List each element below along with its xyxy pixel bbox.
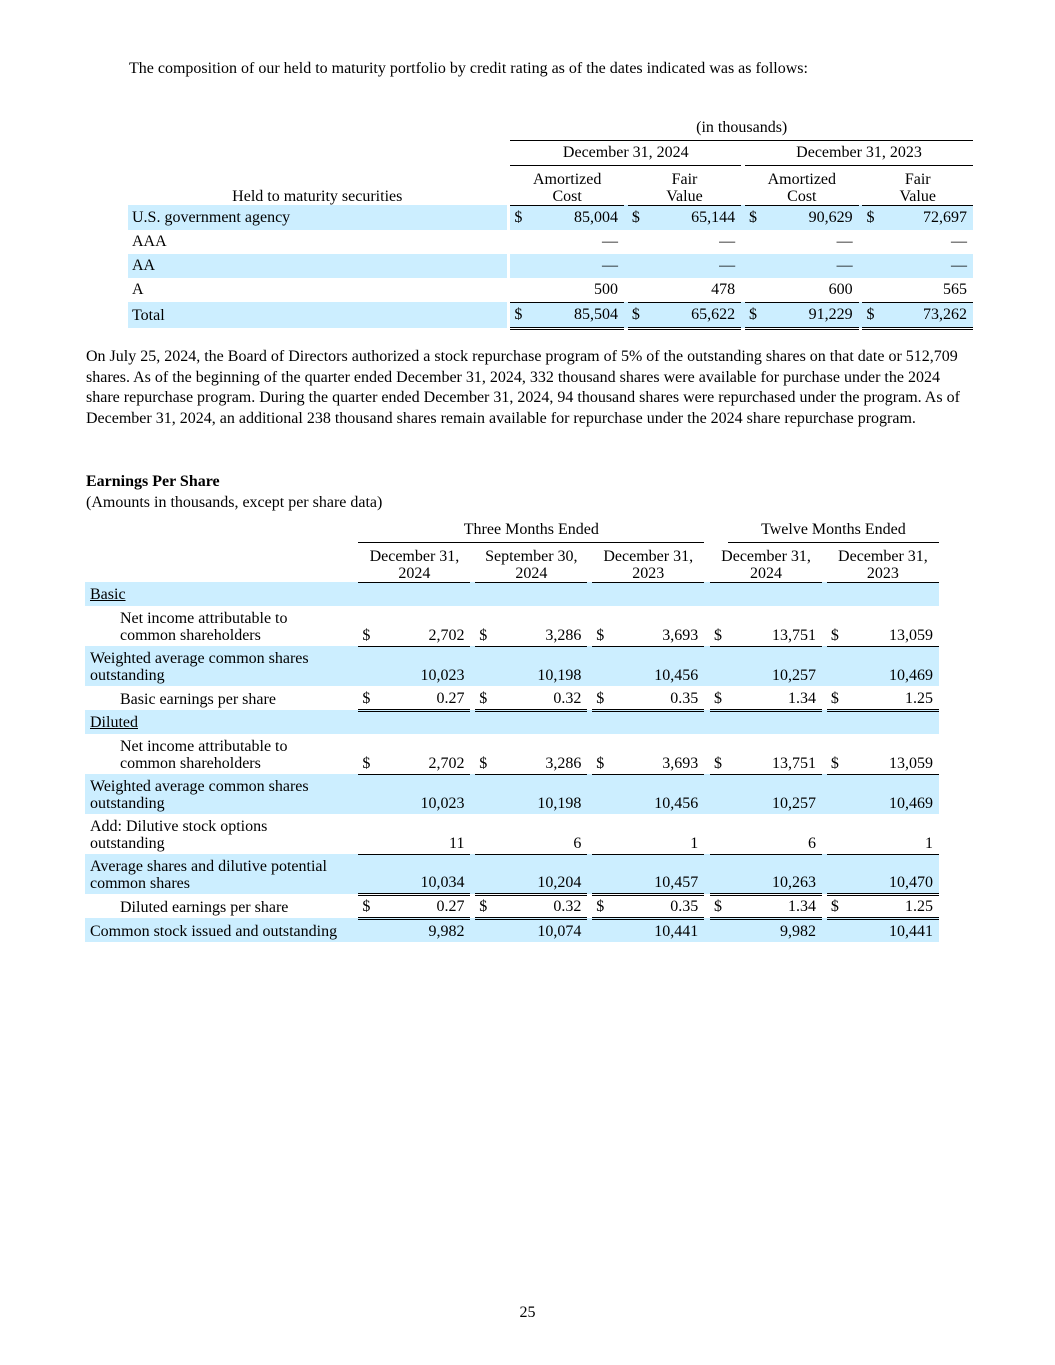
currency-symbol	[592, 646, 610, 686]
row-label-line: Net income attributable to	[120, 610, 288, 627]
cell-value: 2,702	[376, 606, 470, 646]
cell-value: 6	[493, 814, 587, 854]
col-header-line: December 31,	[369, 547, 460, 565]
cell-value: 3,693	[610, 606, 704, 646]
currency-symbol: $	[475, 686, 493, 710]
cell-value: 10,456	[610, 774, 704, 814]
row-label-line: Average shares and dilutive potential	[90, 858, 327, 875]
currency-symbol	[710, 854, 728, 894]
currency-symbol: $	[827, 894, 845, 918]
col-header: Cost	[552, 187, 582, 205]
currency-symbol	[510, 230, 528, 254]
currency-symbol: $	[592, 606, 610, 646]
currency-symbol	[475, 774, 493, 814]
cell-value: 1.34	[728, 686, 822, 710]
currency-symbol	[745, 230, 763, 254]
currency-symbol	[710, 918, 728, 942]
cell-value: 500	[528, 278, 624, 303]
currency-symbol	[358, 814, 376, 854]
cell-value: 6	[728, 814, 822, 854]
col-header	[592, 542, 704, 582]
eps-subtitle: (Amounts in thousands, except per share data)	[86, 494, 383, 511]
currency-symbol	[358, 918, 376, 942]
cell-value: 10,204	[493, 854, 587, 894]
cell-value: 9,982	[728, 918, 822, 942]
currency-symbol: $	[710, 606, 728, 646]
col-header	[358, 542, 470, 582]
cell-value: 10,074	[493, 918, 587, 942]
row-label-line: outstanding	[90, 795, 165, 812]
cell-value: 0.27	[376, 686, 470, 710]
cell-value: —	[880, 254, 973, 278]
cell-value: 0.35	[610, 894, 704, 918]
cell-value: 10,198	[493, 774, 587, 814]
cell-value: 10,257	[728, 774, 822, 814]
row-label-line: Net income attributable to	[120, 738, 288, 755]
row-label	[85, 894, 354, 918]
table-row	[85, 854, 939, 894]
currency-symbol: $	[862, 205, 880, 230]
cell-value: 13,751	[728, 734, 822, 774]
period2-header: December 31, 2023	[745, 140, 973, 165]
col-header-line: December 31,	[838, 547, 928, 565]
currency-symbol: $	[358, 894, 376, 918]
row-label	[85, 918, 354, 942]
currency-symbol	[827, 814, 845, 854]
currency-symbol	[827, 646, 845, 686]
table-row	[85, 606, 939, 646]
currency-symbol: $	[710, 686, 728, 710]
cell-value: 3,286	[493, 734, 587, 774]
cell-value: 13,751	[728, 606, 822, 646]
cell-value: 85,004	[528, 205, 624, 230]
currency-symbol	[510, 278, 528, 303]
cell-value: 1.25	[845, 894, 939, 918]
currency-symbol: $	[358, 734, 376, 774]
currency-symbol	[862, 254, 880, 278]
cell-value: 1	[845, 814, 939, 854]
eps-table	[85, 518, 939, 942]
col-header	[475, 542, 587, 582]
currency-symbol	[862, 278, 880, 303]
cell-value: —	[528, 254, 624, 278]
currency-symbol	[475, 646, 493, 686]
row-label: AA	[128, 254, 507, 278]
cell-value: 13,059	[845, 606, 939, 646]
currency-symbol: $	[510, 205, 528, 230]
row-label-line: Add: Dilutive stock options	[90, 818, 268, 835]
currency-symbol: $	[592, 686, 610, 710]
basic-section-label: Basic	[85, 582, 939, 606]
cell-value: 0.32	[493, 894, 587, 918]
cell-value: 0.35	[610, 686, 704, 710]
col-header-line: December 31,	[603, 547, 694, 565]
cell-value: 10,441	[610, 918, 704, 942]
currency-symbol: $	[745, 205, 763, 230]
currency-symbol: $	[475, 606, 493, 646]
cell-value: 90,629	[763, 205, 859, 230]
table-row	[128, 302, 973, 328]
cell-value: 3,286	[493, 606, 587, 646]
period1-header: December 31, 2024	[510, 140, 741, 165]
row-label: U.S. government agency	[128, 205, 507, 230]
currency-symbol	[510, 254, 528, 278]
table-row	[128, 230, 973, 254]
row-label-line: outstanding	[90, 667, 165, 684]
col-header-line: December 31,	[721, 547, 811, 565]
currency-symbol	[745, 278, 763, 303]
currency-symbol	[628, 254, 646, 278]
currency-symbol	[358, 854, 376, 894]
currency-symbol	[628, 278, 646, 303]
currency-symbol	[827, 854, 845, 894]
cell-value: 10,456	[610, 646, 704, 686]
table-row	[128, 254, 973, 278]
currency-symbol	[358, 646, 376, 686]
currency-symbol	[592, 814, 610, 854]
currency-symbol: $	[358, 686, 376, 710]
cell-value: 10,457	[610, 854, 704, 894]
currency-symbol	[710, 814, 728, 854]
table-row	[85, 774, 939, 814]
units-label: (in thousands)	[510, 116, 973, 140]
currency-symbol: $	[710, 894, 728, 918]
group-header-three-months: Three Months Ended	[358, 518, 704, 542]
row-label	[85, 774, 354, 814]
diluted-section-label: Diluted	[85, 710, 939, 734]
row-label: A	[132, 281, 144, 299]
currency-symbol: $	[862, 302, 880, 328]
section-row	[85, 582, 939, 606]
row-label-line: common shareholders	[120, 755, 261, 772]
cell-value: 65,144	[646, 205, 742, 230]
cell-value: 85,504	[528, 302, 624, 328]
currency-symbol: $	[628, 205, 646, 230]
col-header-line: 2024	[515, 564, 548, 582]
currency-symbol	[358, 774, 376, 814]
cell-value: 2,702	[376, 734, 470, 774]
cell-value: 10,198	[493, 646, 587, 686]
table-row	[128, 205, 973, 230]
table-row	[85, 814, 939, 854]
currency-symbol	[710, 646, 728, 686]
table-row	[85, 734, 939, 774]
row-label	[85, 734, 354, 774]
row-label	[85, 686, 354, 710]
currency-symbol: $	[827, 686, 845, 710]
row-label-line: outstanding	[90, 835, 165, 852]
currency-symbol	[745, 254, 763, 278]
cell-value: 13,059	[845, 734, 939, 774]
col-header: Cost	[787, 187, 817, 205]
col-header: Value	[899, 187, 936, 205]
cell-value: 10,023	[376, 774, 470, 814]
cell-value: 72,697	[880, 205, 973, 230]
cell-value: 565	[880, 278, 973, 303]
currency-symbol: $	[710, 734, 728, 774]
row-label	[85, 814, 354, 854]
cell-value: 11	[376, 814, 470, 854]
cell-value: 9,982	[376, 918, 470, 942]
col-header-line: 2024	[398, 564, 431, 582]
cell-value: 10,263	[728, 854, 822, 894]
col-header-line: 2024	[750, 564, 783, 582]
currency-symbol	[862, 230, 880, 254]
col-header-line: 2023	[632, 564, 665, 582]
cell-value: 478	[646, 278, 742, 303]
table-row	[85, 918, 939, 942]
currency-symbol: $	[592, 894, 610, 918]
cell-value: 0.32	[493, 686, 587, 710]
row-label: AAA	[132, 233, 167, 250]
currency-symbol	[475, 814, 493, 854]
cell-value: 1	[610, 814, 704, 854]
currency-symbol: $	[592, 734, 610, 774]
cell-value: 10,023	[376, 646, 470, 686]
cell-value: 1.34	[728, 894, 822, 918]
col-header	[710, 542, 822, 582]
col-header: Fair	[671, 170, 698, 188]
currency-symbol	[592, 918, 610, 942]
currency-symbol	[475, 918, 493, 942]
col-header: Value	[666, 187, 703, 205]
col-header	[827, 542, 939, 582]
currency-symbol	[827, 918, 845, 942]
cell-value: —	[719, 233, 736, 250]
row-label	[85, 646, 354, 686]
cell-value: 600	[763, 278, 859, 303]
col-header: Amortized	[767, 170, 837, 188]
currency-symbol: $	[475, 894, 493, 918]
table-row	[128, 278, 973, 303]
cell-value: 0.27	[376, 894, 470, 918]
cell-value: 65,622	[646, 302, 742, 328]
row-label-line: Common stock issued and outstanding	[90, 923, 338, 940]
group-header-twelve-months: Twelve Months Ended	[728, 518, 939, 542]
row-header: Held to maturity securities	[232, 188, 403, 205]
currency-symbol: $	[745, 302, 763, 328]
row-label-line: common shares	[90, 875, 190, 892]
repurchase-paragraph: On July 25, 2024, the Board of Directors authorized a stock repurchase program of 5% of the outstanding shares on that date or 512,709 shares. As of the beginning of the quarter ended December 31, 2024, 332 thousand shares were available for purchase under the 2024 share repurchase program. During the quarter ended December 31, 2024, 94 thousand shares were repurchased under the program. As of December 31, 2024, an additional 238 thousand shares remain available for repurchase under the 2024 share repurchase program.	[86, 348, 960, 427]
section-row	[85, 710, 939, 734]
currency-symbol	[628, 230, 646, 254]
cell-value: —	[601, 233, 618, 250]
cell-value: 73,262	[880, 302, 973, 328]
cell-value: —	[763, 254, 859, 278]
currency-symbol: $	[827, 606, 845, 646]
cell-value: 91,229	[763, 302, 859, 328]
cell-value: —	[646, 254, 742, 278]
cell-value: 10,469	[845, 774, 939, 814]
row-label-line: Basic earnings per share	[120, 691, 276, 708]
col-header: Fair	[904, 170, 931, 188]
currency-symbol	[710, 774, 728, 814]
row-label	[85, 606, 354, 646]
row-label: Total	[128, 302, 507, 328]
currency-symbol: $	[358, 606, 376, 646]
row-label-line: common shareholders	[120, 627, 261, 644]
col-header-line: 2023	[866, 564, 899, 582]
eps-title: Earnings Per Share	[86, 473, 220, 490]
table-row	[85, 894, 939, 918]
row-label-line: Weighted average common shares	[90, 650, 309, 667]
currency-symbol	[592, 854, 610, 894]
table-row	[85, 646, 939, 686]
page-number: 25	[519, 1304, 536, 1321]
row-label	[85, 854, 354, 894]
currency-symbol	[827, 774, 845, 814]
cell-value: 3,693	[610, 734, 704, 774]
currency-symbol: $	[628, 302, 646, 328]
cell-value: 10,257	[728, 646, 822, 686]
table-row	[85, 686, 939, 710]
cell-value: —	[951, 233, 967, 250]
currency-symbol	[475, 854, 493, 894]
row-label-line: Diluted earnings per share	[120, 899, 289, 916]
currency-symbol: $	[510, 302, 528, 328]
cell-value: 10,470	[845, 854, 939, 894]
intro-text: The composition of our held to maturity portfolio by credit rating as of the dates indicated was as follows:	[129, 60, 808, 77]
htm-table	[128, 116, 973, 330]
cell-value: —	[836, 233, 853, 250]
cell-value: 1.25	[845, 686, 939, 710]
row-label-line: Weighted average common shares	[90, 778, 309, 795]
cell-value: 10,034	[376, 854, 470, 894]
col-header: Amortized	[532, 170, 602, 188]
currency-symbol: $	[475, 734, 493, 774]
cell-value: 10,441	[845, 918, 939, 942]
currency-symbol	[592, 774, 610, 814]
cell-value: 10,469	[845, 646, 939, 686]
currency-symbol: $	[827, 734, 845, 774]
col-header-line: September 30,	[485, 547, 578, 565]
